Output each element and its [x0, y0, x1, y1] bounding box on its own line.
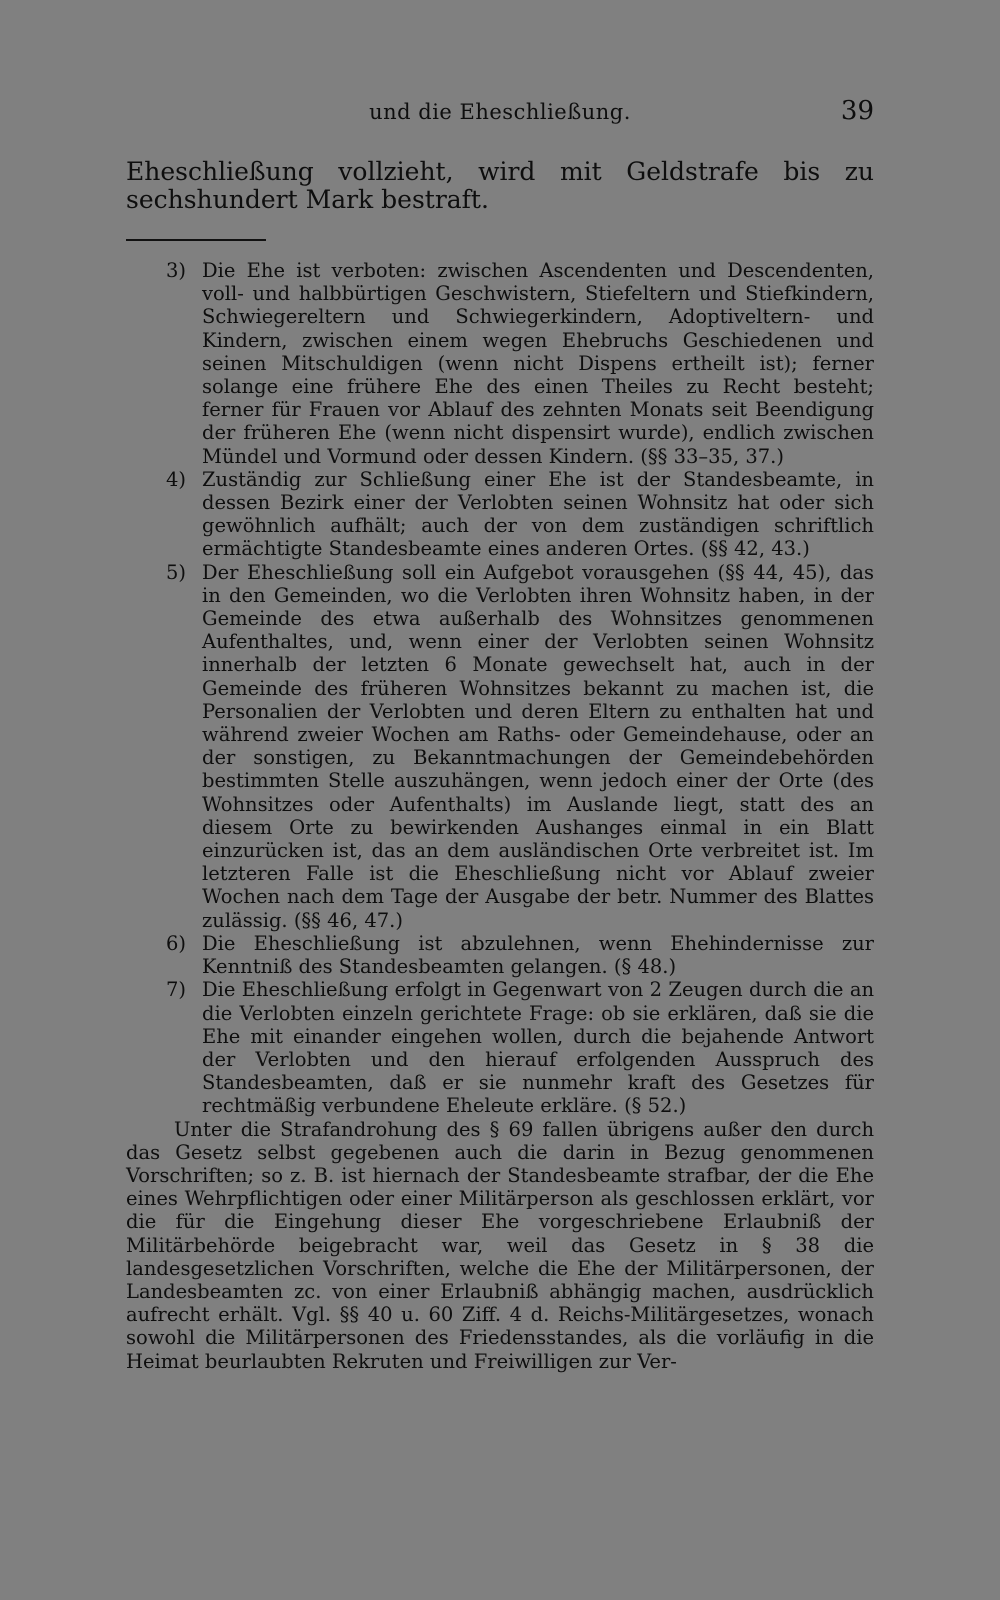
list-item-4: [126, 468, 874, 561]
closing-paragraph: Unter die Strafandrohung des § 69 fallen übrigens außer den durch das Gesetz selbst gegebenen auch die darin in Bezug genommenen Vorschriften; so z. B. ist hiernach der Standesbeamte strafbar, der die Ehe eines Wehrpflichtigen oder einer Militärperson als geschlossen erklärt, vor die für die Eingehung dieser Ehe vorgeschriebene Erlaubniß der Militärbehörde beigebracht war, weil das Gesetz in § 38 die landesgesetzlichen Vorschriften, welche die Ehe der Militärpersonen, der Landesbeamten zc. von einer Erlaubniß abhängig machen, ausdrücklich aufrecht erhält. Vgl. §§ 40 u. 60 Ziff. 4 d. Reichs-Militärgesetzes, wonach sowohl die Militärpersonen des Friedensstandes, als die vorläufig in die Heimat beurlaubten Rekruten und Freiwilligen zur Ver-: [126, 1117, 874, 1373]
item-text: Die Eheschließung erfolgt in Gegenwart von 2 Zeugen durch die an die Verlobten einzeln gerichtete Frage: ob sie erklären, daß sie die Ehe mit einander eingehen wollen, durch die bejahende Antwort der Verlobten und den hierauf erfolgenden Ausspruch des Standesbeamten, daß er sie nunmehr kraft des Gesetzes für rechtmäßig verbundene Eheleute erkläre. (§ 52.): [202, 978, 874, 1118]
item-number: 3): [166, 259, 187, 282]
item-text: Die Ehe ist verboten: zwischen Ascendenten und Descendenten, voll- und halbbürtigen Geschwistern, Stiefeltern und Stiefkindern, Schwiegereltern und Schwiegerkindern, Adoptiveltern- und Kindern, zwischen einem wegen Ehebruchs Geschiedenen und seinen Mitschuldigen (wenn nicht Dispens ertheilt ist); ferner solange eine frühere Ehe des einen Theiles zu Recht besteht; ferner für Frauen vor Ablauf des zehnten Monats seit Beendigung der früheren Ehe (wenn nicht dispensirt wurde), endlich zwischen Mündel und Vormund oder dessen Kindern. (§§ 33–35, 37.): [202, 259, 874, 468]
numbered-list: [126, 259, 874, 1118]
item-number: 7): [166, 978, 187, 1002]
item-text: Zuständig zur Schließung einer Ehe ist der Standesbeamte, in dessen Bezirk einer der Verlobten seinen Wohnsitz hat oder sich gewöhnlich aufhält; auch der von dem zuständigen schriftlich ermächtigte Standesbeamte eines anderen Ortes. (§§ 42, 43.): [202, 467, 874, 561]
item-text: Die Eheschließung ist abzulehnen, wenn Ehehindernisse zur Kenntniß des Standesbeamten gelangen. (§ 48.): [202, 931, 874, 979]
running-head: und die Eheschließung.: [369, 100, 631, 124]
item-number: 5): [166, 560, 187, 584]
list-item-6: [126, 932, 874, 978]
list-item-5: [126, 561, 874, 932]
list-item-7: [126, 978, 874, 1117]
separator-rule: [126, 239, 266, 241]
page-header: [126, 96, 874, 136]
item-number: 4): [166, 467, 187, 491]
item-number: 6): [166, 931, 187, 955]
item-text: Der Eheschließung soll ein Aufgebot vorausgehen (§§ 44, 45), das in den Gemeinden, wo die Verlobten ihren Wohnsitz haben, in der Gemeinde des etwa außerhalb des Wohnsitzes genommenen Aufenthaltes, und, wenn einer der Verlobten seinen Wohnsitz innerhalb der letzten 6 Monate gewechselt hat, auch in der Gemeinde des früheren Wohnsitzes bekannt zu machen ist, die Personalien der Verlobten und deren Eltern zu enthalten hat und während zweier Wochen am Raths- oder Gemeindehause, oder an der sonstigen, zu Bekanntmachungen der Gemeindebehörden bestimmten Stelle auszuhängen, wenn jedoch einer der Orte (des Wohnsitzes oder Aufenthalts) im Auslande liegt, statt des an diesem Orte zu bewirkenden Aushanges einmal in ein Blatt einzurücken ist, das an dem ausländischen Orte verbreitet ist. Im letzteren Falle ist die Eheschließung nicht vor Ablauf zweier Wochen nach dem Tage der Ausgabe der betr. Nummer des Blattes zulässig. (§§ 46, 47.): [202, 560, 874, 932]
book-page: [126, 96, 874, 1373]
opening-paragraph: Eheschließung vollzieht, wird mit Geldstrafe bis zu sechshundert Mark bestraft.: [126, 157, 874, 214]
page-number: 39: [840, 96, 874, 126]
list-item-3: [126, 259, 874, 468]
